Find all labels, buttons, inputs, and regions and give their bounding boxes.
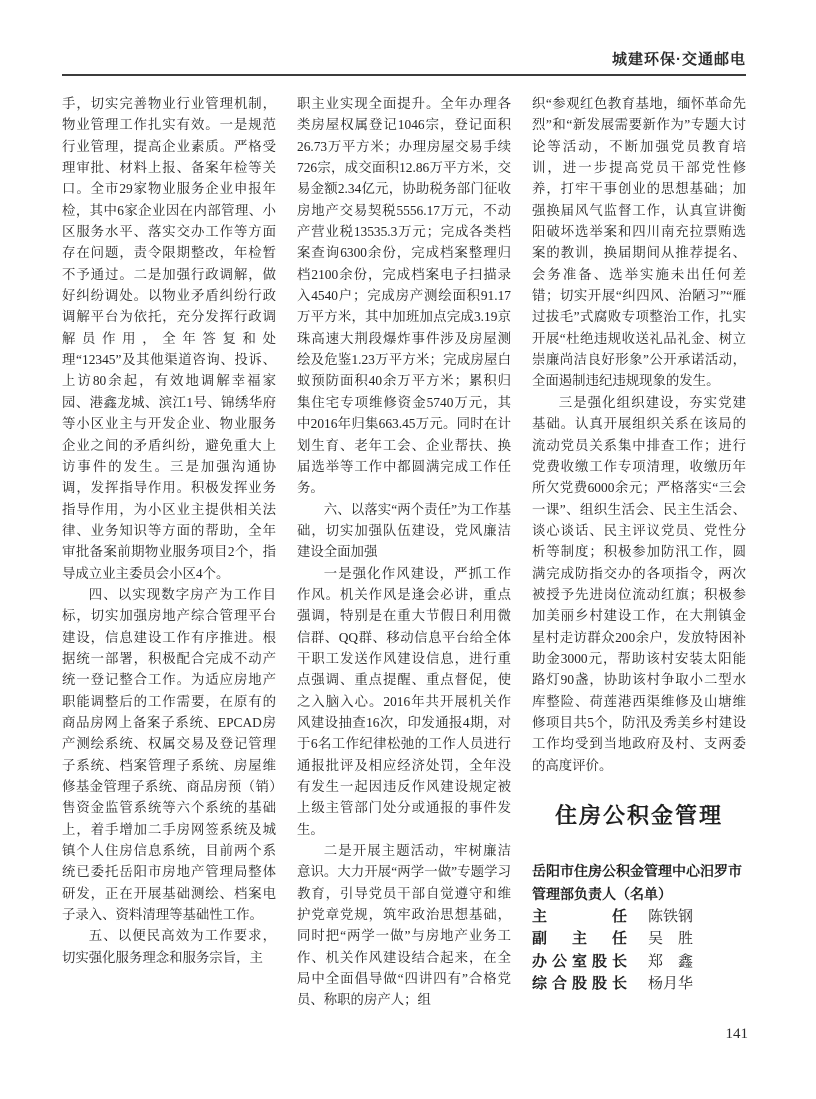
text-column-3 [532, 93, 746, 1011]
roster-title: 副 主 任 [532, 930, 633, 948]
body-paragraph: 织“参观红色教育基地，缅怀革命先烈”和“新发展需要新作为”专题大讨论等活动，不断加强党员教育培训，进一步提高党员干部党性修养，打牢干事创业的思想基础；加强换届风气监督工作，认真宣讲衡阳破坏选举案和四川南充拉票贿选案的教训，换届期间从推荐提名、会务准备、选举实施未出任何差错；切实开展“纠四风、治陋习”“雁过拔毛”式腐败专项整治工作，扎实开展“杜绝违规收送礼品礼金、树立崇廉尚洁良好形象”公开承诺活动，全面遏制违纪违规现象的发生。 [532, 96, 746, 389]
page-header [62, 48, 746, 76]
roster-title: 办公室股长 [532, 952, 633, 970]
body-paragraph: 一是强化作风建设，严抓工作作风。机关作风是逢会必讲，重点强调，特别是在重大节假日利用微信群、QQ群、移动信息平台给全体干职工发送作风建设信息，进行重点强调、重点提醒、重点督促，使之入脑入心。2016年共开展机关作风建设抽查16次，印发通报4期，对于6名工作纪律松弛的工作人员进行通报批评及相应经济处罚，全年没有发生一起因违反作风建设规定被上级主管部门处分或通报的事件发生。 [297, 565, 511, 837]
roster-row [532, 951, 746, 973]
roster-list [532, 906, 746, 996]
column-3-text [532, 93, 746, 776]
roster-row [532, 928, 746, 950]
running-head: 城建环保·交通邮电 [612, 51, 746, 68]
roster-row [532, 973, 746, 995]
body-paragraph: 六、以落实“两个责任”为工作基础，切实加强队伍建设，党风廉洁建设全面加强 [297, 501, 511, 560]
roster-name: 郑 鑫 [648, 953, 694, 970]
roster-title: 主 任 [532, 908, 633, 925]
section-heading: 住房公积金管理 [554, 803, 723, 828]
body-paragraph: 四、以实现数字房产为工作目标，切实加强房地产综合管理平台建设，信息建设工作有序推进。根据统一部署，积极配合完成不动产统一登记整合工作。为适应房地产职能调整后的工作需要，在原有的商品房网上备案子系统、EPCAD房产测绘系统、权属交易及登记管理子系统、档案管理子系统、房屋维修基金管理子系统、商品房预（销）售资金监管系统等六个系统的基础上，着手增加二手房网签系统及城镇个人住房信息系统，目前两个系统已委托岳阳市房地产管理局整体研发，正在开展基础测绘、档案电子录入、资料清理等基础性工作。 [62, 586, 276, 923]
text-column-2 [297, 93, 511, 1011]
roster-title: 综合股股长 [532, 975, 633, 993]
body-paragraph: 二是开展主题活动，牢树廉洁意识。大力开展“两学一做”专题学习教育，引导党员干部自觉遵守和维护党章党规，筑牢政治思想基础，同时把“两学一做”与房地产业务工作、机关作风建设结合起来，在全局中全面倡导做“四讲四有”合格党员、称职的房产人；组 [297, 843, 511, 1008]
body-paragraph: 手，切实完善物业行业管理机制，物业管理工作扎实有效。一是规范行业管理，提高企业素质。严格受理审批、材料上报、备案年检等关口。全市29家物业服务企业申报年检，其中6家企业因在内部管理、小区服务水平、落实交办工作等方面存在问题，责令限期整改，年检暂不予通过。二是加强行政调解，做好纠纷调处。以物业矛盾纠纷行政调解平台为依托，充分发挥行政调解员作用，全年答复和处理“12345”及其他渠道咨询、投诉、上访80余起，有效地调解幸福家园、港鑫龙城、滨江1号、锦绣华府等小区业主与开发企业、物业服务企业之间的矛盾纠纷，避免重大上访事件的发生。三是加强沟通协调，发挥指导作用。积极发挥业务指导作用，为小区业主提供相关法律、业务知识等方面的帮助，全年审批备案前期物业服务项目2个，指导成立业主委员会小区4个。 [62, 96, 276, 581]
body-paragraph: 三是强化组织建设，夯实党建基础。认真开展组织关系在该局的流动党员关系集中排查工作；进行党费收缴工作专项清理，收缴历年所欠党费6000余元；严格落实“三会一课”、组织生活会、民主生活会、谈心谈话、民主评议党员、党性分析等制度；积极参加防汛工作，圆满完成防指交办的各项指令，两次被授予先进岗位流动红旗；积极参加美丽乡村建设工作，在大荆镇金星村走访群众200余户，发放特困补助金3000元，帮助该村安装太阳能路灯90盏，协助该村争取小二型水库整险、荷莲港西渠维修及山塘维修项目共5个，防汛及秀美乡村建设工作均受到当地政府及村、支两委的高度评价。 [532, 394, 746, 773]
body-paragraph: 职主业实现全面提升。全年办理各类房屋权属登记1046宗，登记面积26.73万平方米；办理房屋交易手续726宗，成交面积12.86万平方米，交易金额2.34亿元，协助税务部门征收房地产交易契税5556.17万元，不动产营业税13535.3万元；完成各类档案查询6300余份，完成档案整理归档2100余份，完成档案电子扫描录入4540户；完成房产测绘面积91.17万平方米，其中加班加点完成3.19京珠高速大荆段爆炸事件涉及房屋测绘及危鉴1.23万平方米；完成房屋白蚁预防面积40余万平方米；累积归集住宅专项维修资金5740万元，其中2016年归集663.45万元。同时在计划生育、老年工会、企业帮扶、换届选举等工作中都圆满完成工作任务。 [297, 96, 511, 496]
roster-name: 吴 胜 [648, 931, 694, 948]
roster-row [532, 906, 746, 928]
page-number: 141 [725, 1026, 748, 1042]
roster-name: 杨月华 [648, 976, 694, 993]
article-columns [62, 93, 746, 1011]
roster-name: 陈铁钢 [648, 909, 694, 925]
roster-intro: 岳阳市住房公积金管理中心汨罗市管理部负责人（名单） [532, 863, 742, 902]
body-paragraph: 五、以便民高效为工作要求，切实强化服务理念和服务宗旨，主 [62, 928, 276, 965]
text-column-1 [62, 93, 276, 1011]
